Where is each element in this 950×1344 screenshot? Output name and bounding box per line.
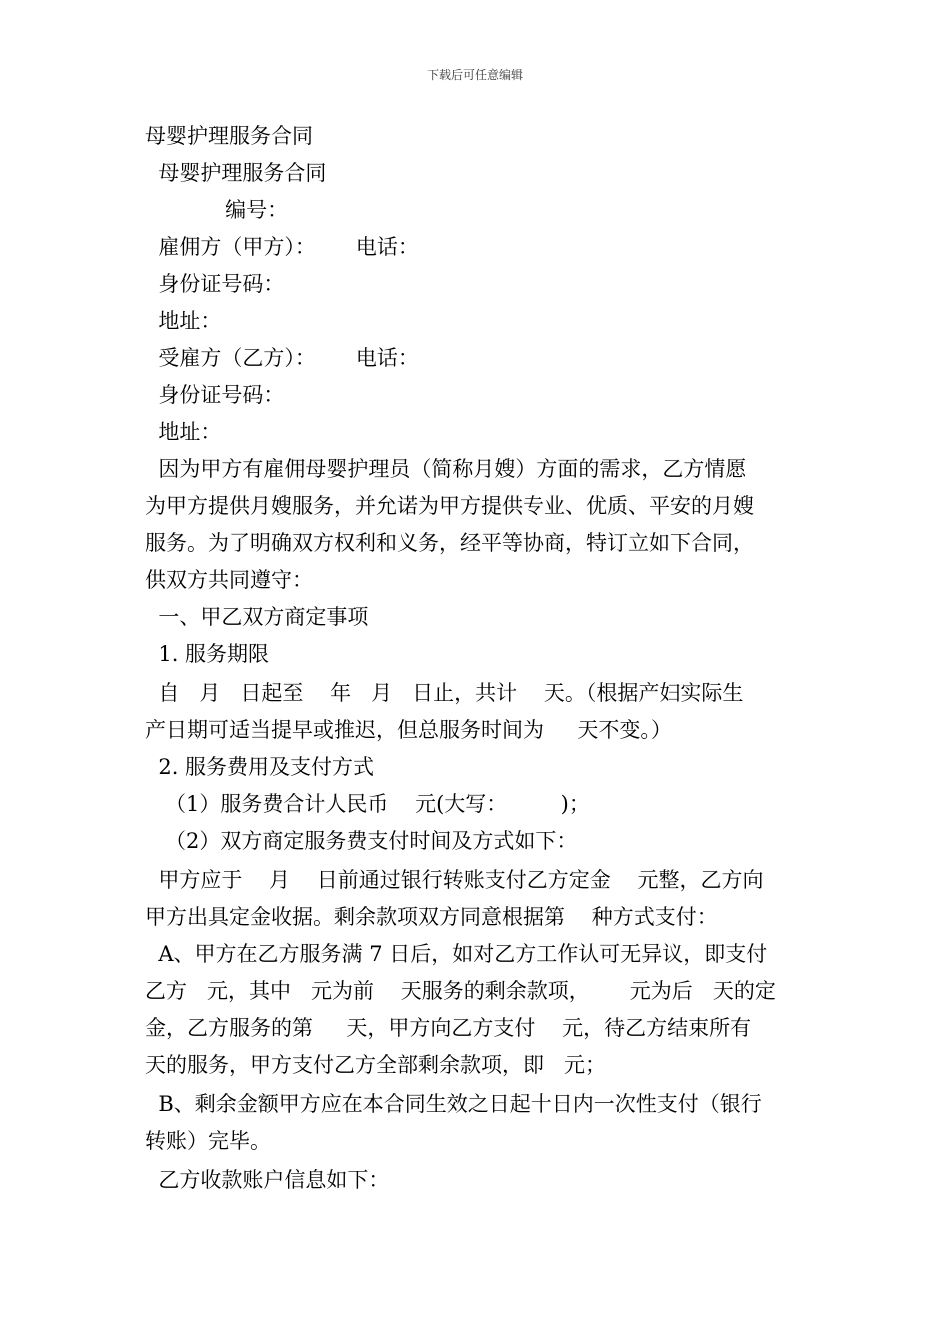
clause-text: 甲方出具定金收据。剩余款项双方同意根据第 种方式支付： [145,905,718,929]
clause-heading: 2. 服务费用及支付方式 [145,755,375,779]
clause-text: 产日期可适当提早或推迟，但总服务时间为 天不变。） [145,718,672,742]
section-heading: 一、甲乙双方商定事项 [145,605,369,629]
employee-party: 受雇方（乙方）： 电话： [145,346,419,370]
option-a-text: A、甲方在乙方服务满 7 日后，如对乙方工作认可无异议，即支付 [145,942,768,966]
clause-text: 甲方应于 月 日前通过银行转账支付乙方定金 元整，乙方向 [145,868,764,892]
employer-address: 地址： [145,309,222,333]
option-b-text: 转账）完毕。 [145,1129,271,1153]
option-a-text: 金，乙方服务的第 天，甲方向乙方支付 元，待乙方结束所有 [145,1016,752,1040]
intro-line: 因为甲方有雇佣母婴护理员（简称月嫂）方面的需求，乙方情愿 [145,457,747,481]
employer-party: 雇佣方（甲方）： 电话： [145,235,419,259]
header-note: 下载后可任意编辑 [426,68,523,82]
clause-heading: 1. 服务期限 [145,642,270,666]
intro-line: 为甲方提供月嫂服务，并允诺为甲方提供专业、优质、平安的月嫂 [145,494,754,518]
clause-text: （2）双方商定服务费支付时间及方式如下： [145,829,578,853]
doc-title: 母婴护理服务合同 [145,124,313,148]
option-a-text: 乙方 元，其中 元为前 天服务的剩余款项， 元为后 天的定 [145,979,776,1003]
employee-address: 地址： [145,420,222,444]
intro-line: 供双方共同遵守： [145,568,313,592]
employer-id: 身份证号码： [145,272,285,296]
intro-line: 服务。为了明确双方权利和义务，经平等协商，特订立如下合同， [145,531,754,555]
employee-id: 身份证号码： [145,383,285,407]
contract-number: 编号： [145,198,289,222]
clause-text: 自 月 日起至 年 月 日止，共计 天。（根据产妇实际生 [145,681,744,705]
option-b-text: B、剩余金额甲方应在本合同生效之日起十日内一次性支付（银行 [145,1092,762,1116]
clause-text: （1）服务费合计人民币 元(大写： )； [145,792,590,816]
option-a-text: 天的服务，甲方支付乙方全部剩余款项，即 元； [145,1053,607,1077]
doc-subtitle: 母婴护理服务合同 [145,161,327,185]
account-info-heading: 乙方收款账户信息如下： [145,1168,390,1192]
